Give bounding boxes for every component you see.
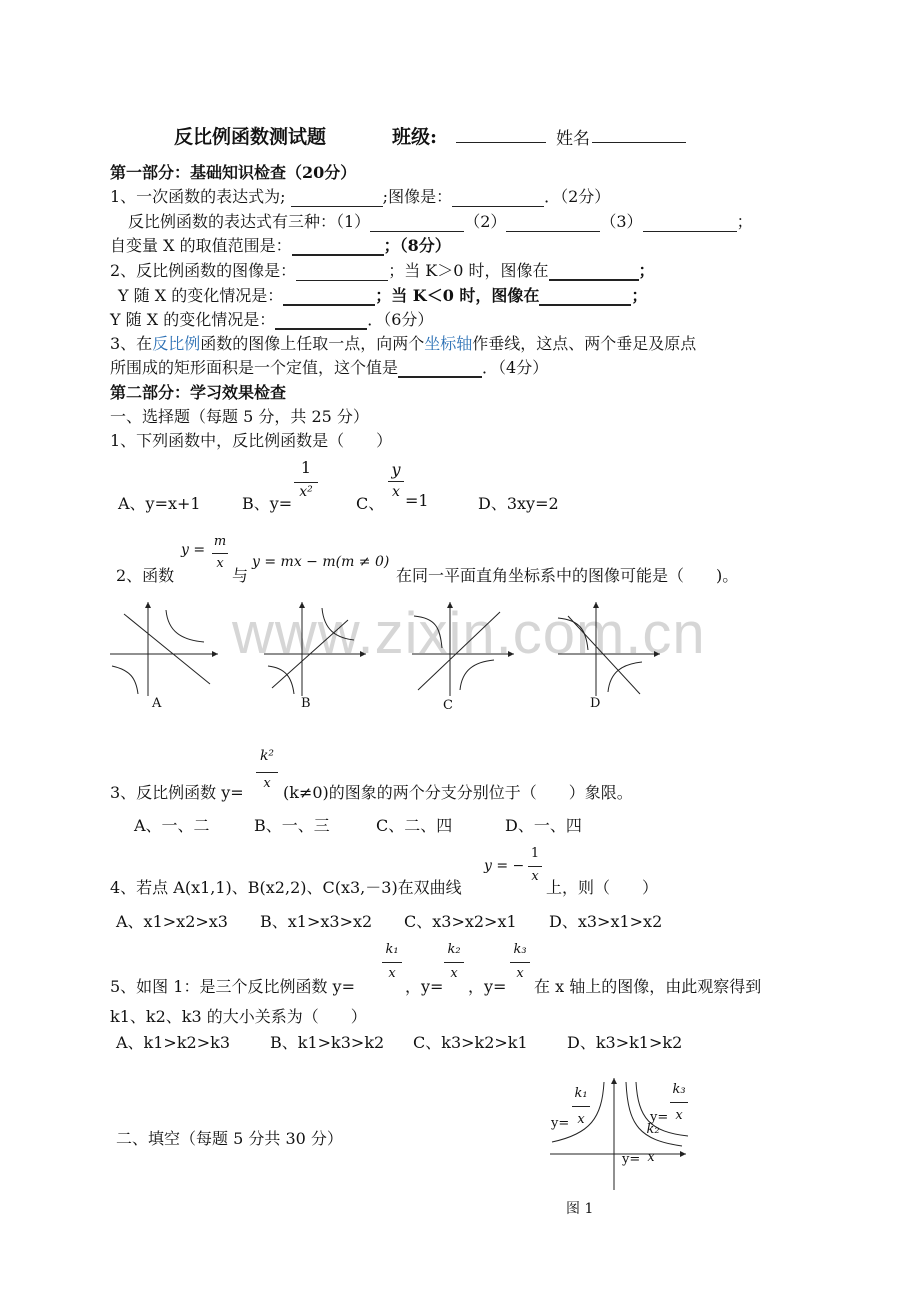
q2-formula-2: y = mx − m(m ≠ 0) xyxy=(252,554,390,570)
p1-q2-line2 xyxy=(118,283,647,306)
figure-caption: 图 1 xyxy=(566,1201,594,1217)
frac-num: k² xyxy=(259,748,275,764)
p1-q2-text5: ；当 K＜0 时，图像在 xyxy=(375,286,540,305)
name-label: 姓名 xyxy=(556,129,590,149)
p1-q1-line2 xyxy=(128,209,753,232)
blank xyxy=(296,264,388,281)
p1-q3-line1 xyxy=(110,331,696,354)
blank xyxy=(283,288,375,306)
watermark: www.zixin.com.cn xyxy=(232,601,706,666)
graph-label-d: D xyxy=(590,696,601,711)
p2-q5-text2: ，y= xyxy=(405,977,444,996)
p1-q1-text: 1、一次函数的表达式为; xyxy=(110,187,286,206)
p1-q3-text3: 作垂线，这点、两个垂足及原点 xyxy=(472,334,697,353)
frac-bar xyxy=(388,481,404,482)
section-choice: 一、选择题（每题 5 分，共 25 分） xyxy=(110,407,369,426)
p1-q1-forms4: ； xyxy=(736,212,753,231)
frac-den: x xyxy=(388,966,396,981)
p1-q1-forms: 反比例函数的表达式有三种：（1） xyxy=(128,212,371,231)
fig1-k2: k₂ xyxy=(646,1122,660,1137)
frac-bar xyxy=(510,962,530,963)
fig1-x1: x xyxy=(577,1112,585,1127)
section-fill: 二、填空（每题 5 分共 30 分） xyxy=(116,1129,343,1148)
p2-q4-opt-a: A、x1>x2>x3 xyxy=(116,912,228,931)
frac-den: x xyxy=(516,966,524,981)
p2-q5-text3: ，y= xyxy=(468,977,507,996)
graph-a xyxy=(110,602,218,696)
q4-formula-lhs: y = − xyxy=(484,858,525,874)
p1-q1-line3 xyxy=(110,233,451,256)
frac-bar xyxy=(382,962,402,963)
p1-q2-line1 xyxy=(110,258,655,281)
p2-q2-text: 2、函数 xyxy=(116,566,175,585)
p2-q1: 1、下列函数中，反比例函数是（ ） xyxy=(110,431,393,450)
p1-q1-text3: ．（2分） xyxy=(544,187,611,206)
frac-bar xyxy=(572,1106,590,1107)
p2-q4-text2: 上，则（ ） xyxy=(546,878,659,897)
p2-q1-opt-c: C、 xyxy=(356,494,385,513)
frac-bar xyxy=(528,866,542,867)
frac-bar xyxy=(212,553,228,554)
p2-q4-opt-d: D、x3>x1>x2 xyxy=(549,912,663,931)
graph-label-b: B xyxy=(301,696,311,711)
frac-den: x xyxy=(531,869,539,884)
graph-b xyxy=(264,602,366,696)
p1-q3-text4: 所围成的矩形面积是一个定值，这个值是 xyxy=(110,358,399,377)
p2-q5-opt-b: B、k1>k3>k2 xyxy=(270,1033,385,1052)
class-blank xyxy=(456,142,546,143)
p1-q3-text5: ．（4分） xyxy=(482,358,549,377)
part1-heading: 第一部分：基础知识检查（20分） xyxy=(110,163,357,182)
frac-den: x xyxy=(263,776,271,791)
link-inverse-proportion[interactable]: 反比例 xyxy=(152,334,201,353)
p1-q1-domain: 自变量 X 的取值范围是： xyxy=(110,236,292,255)
graph-label-a: A xyxy=(152,696,162,711)
link-coordinate-axis[interactable]: 坐标轴 xyxy=(424,334,473,353)
fig1-k1: k₁ xyxy=(574,1086,588,1101)
p2-q5-text: 5、如图 1：是三个反比例函数 y= xyxy=(110,977,355,996)
p1-q2-text3: ； xyxy=(638,261,655,280)
p2-q5-opt-d: D、k3>k1>k2 xyxy=(567,1033,683,1052)
p2-q3-opt-c: C、二、四 xyxy=(376,816,453,835)
p1-q1-text2: ;图像是： xyxy=(382,187,453,206)
p1-q1-forms2: （2） xyxy=(464,212,507,231)
p2-q3-opt-a: A、一、二 xyxy=(134,816,210,835)
p1-q1-forms3: （3） xyxy=(600,212,643,231)
frac-num: 1 xyxy=(530,846,540,861)
graph-c xyxy=(412,602,514,696)
blank xyxy=(275,312,367,330)
fig1-k3: k₃ xyxy=(672,1082,686,1097)
p2-q1-opt-b: B、y= xyxy=(242,494,293,513)
blank xyxy=(549,263,639,281)
p2-q3-opt-b: B、一、三 xyxy=(254,816,330,835)
page-title: 反比例函数测试题 xyxy=(174,126,327,148)
p1-q3-text: 3、在 xyxy=(110,334,153,353)
blank xyxy=(452,190,544,207)
p1-q2-text2: ；当 K＞0 时，图像在 xyxy=(388,261,549,280)
p2-q5-text5: k1、k2、k3 的大小关系为（ ） xyxy=(110,1007,367,1026)
frac-bar xyxy=(256,772,278,773)
name-blank xyxy=(592,142,686,143)
blank xyxy=(292,238,384,256)
frac-num: m xyxy=(213,534,227,549)
frac-num: y xyxy=(391,460,401,479)
graph-d xyxy=(558,602,660,696)
p2-q1-opt-c2: =1 xyxy=(405,491,429,510)
blank xyxy=(370,215,464,232)
p1-q3-line2 xyxy=(110,355,548,378)
frac-bar xyxy=(670,1102,688,1103)
p2-q4-opt-b: B、x1>x3>x2 xyxy=(260,912,373,931)
p2-q4-text: 4、若点 A(x1,1)、B(x2,2)、C(x3,－3)在双曲线 xyxy=(110,878,462,897)
fig1-x2: x xyxy=(647,1150,655,1165)
blank xyxy=(398,360,482,378)
p2-q3-opt-d: D、一、四 xyxy=(505,816,582,835)
p2-q2-text2: 与 xyxy=(232,566,249,585)
frac-den: x² xyxy=(299,484,313,500)
blank xyxy=(506,215,600,232)
frac-num: k₁ xyxy=(385,942,399,957)
frac-num: k₂ xyxy=(447,942,461,957)
frac-den: x xyxy=(450,966,458,981)
class-label: 班级: xyxy=(392,126,438,148)
frac-bar xyxy=(294,482,318,483)
graph-label-c: C xyxy=(443,698,453,713)
p2-q2-text3: 在同一平面直角坐标系中的图像可能是（ )。 xyxy=(396,566,739,585)
part2-heading: 第二部分：学习效果检查 xyxy=(110,383,287,402)
p1-q2-text6: ； xyxy=(631,286,648,305)
p2-q5-opt-a: A、k1>k2>k3 xyxy=(116,1033,230,1052)
fig1-x3: x xyxy=(675,1108,683,1123)
blank xyxy=(291,190,383,207)
fig1-y2: y= xyxy=(622,1152,641,1167)
frac-den: x xyxy=(392,484,400,500)
p1-q2-line3 xyxy=(110,307,433,330)
p2-q1-opt-a: A、y=x+1 xyxy=(118,494,201,513)
p1-q3-text2: 函数的图像上任取一点，向两个 xyxy=(200,334,425,353)
frac-bar xyxy=(444,962,464,963)
p1-q2-text8: ．（6分） xyxy=(367,310,434,329)
p2-q3-text: 3、反比例函数 y= xyxy=(110,783,244,802)
q2-formula-1: y = xyxy=(181,542,206,558)
frac-num: k₃ xyxy=(513,942,527,957)
p2-q1-opt-d: D、3xy=2 xyxy=(478,494,559,513)
frac-den: x xyxy=(216,556,224,571)
blank xyxy=(539,288,631,306)
p1-q2-text7: Y 随 X 的变化情况是： xyxy=(110,310,276,329)
p1-q2-text: 2、反比例函数的图像是： xyxy=(110,261,297,280)
p2-q3-text2: (k≠0)的图象的两个分支分别位于（ ）象限。 xyxy=(283,783,633,802)
p1-q1-domain2: ；（8分） xyxy=(383,236,451,255)
p2-q4-opt-c: C、x3>x2>x1 xyxy=(404,912,517,931)
fig1-y3: y= xyxy=(650,1110,669,1125)
fig1-y1: y= xyxy=(551,1116,570,1131)
p2-q5-opt-c: C、k3>k2>k1 xyxy=(413,1033,528,1052)
p1-q1-line1 xyxy=(110,184,610,207)
p2-q5-text4: 在 x 轴上的图像，由此观察得到 xyxy=(534,977,762,996)
frac-num: 1 xyxy=(300,458,312,477)
blank xyxy=(643,215,737,232)
p1-q2-text4: Y 随 X 的变化情况是： xyxy=(118,286,284,305)
